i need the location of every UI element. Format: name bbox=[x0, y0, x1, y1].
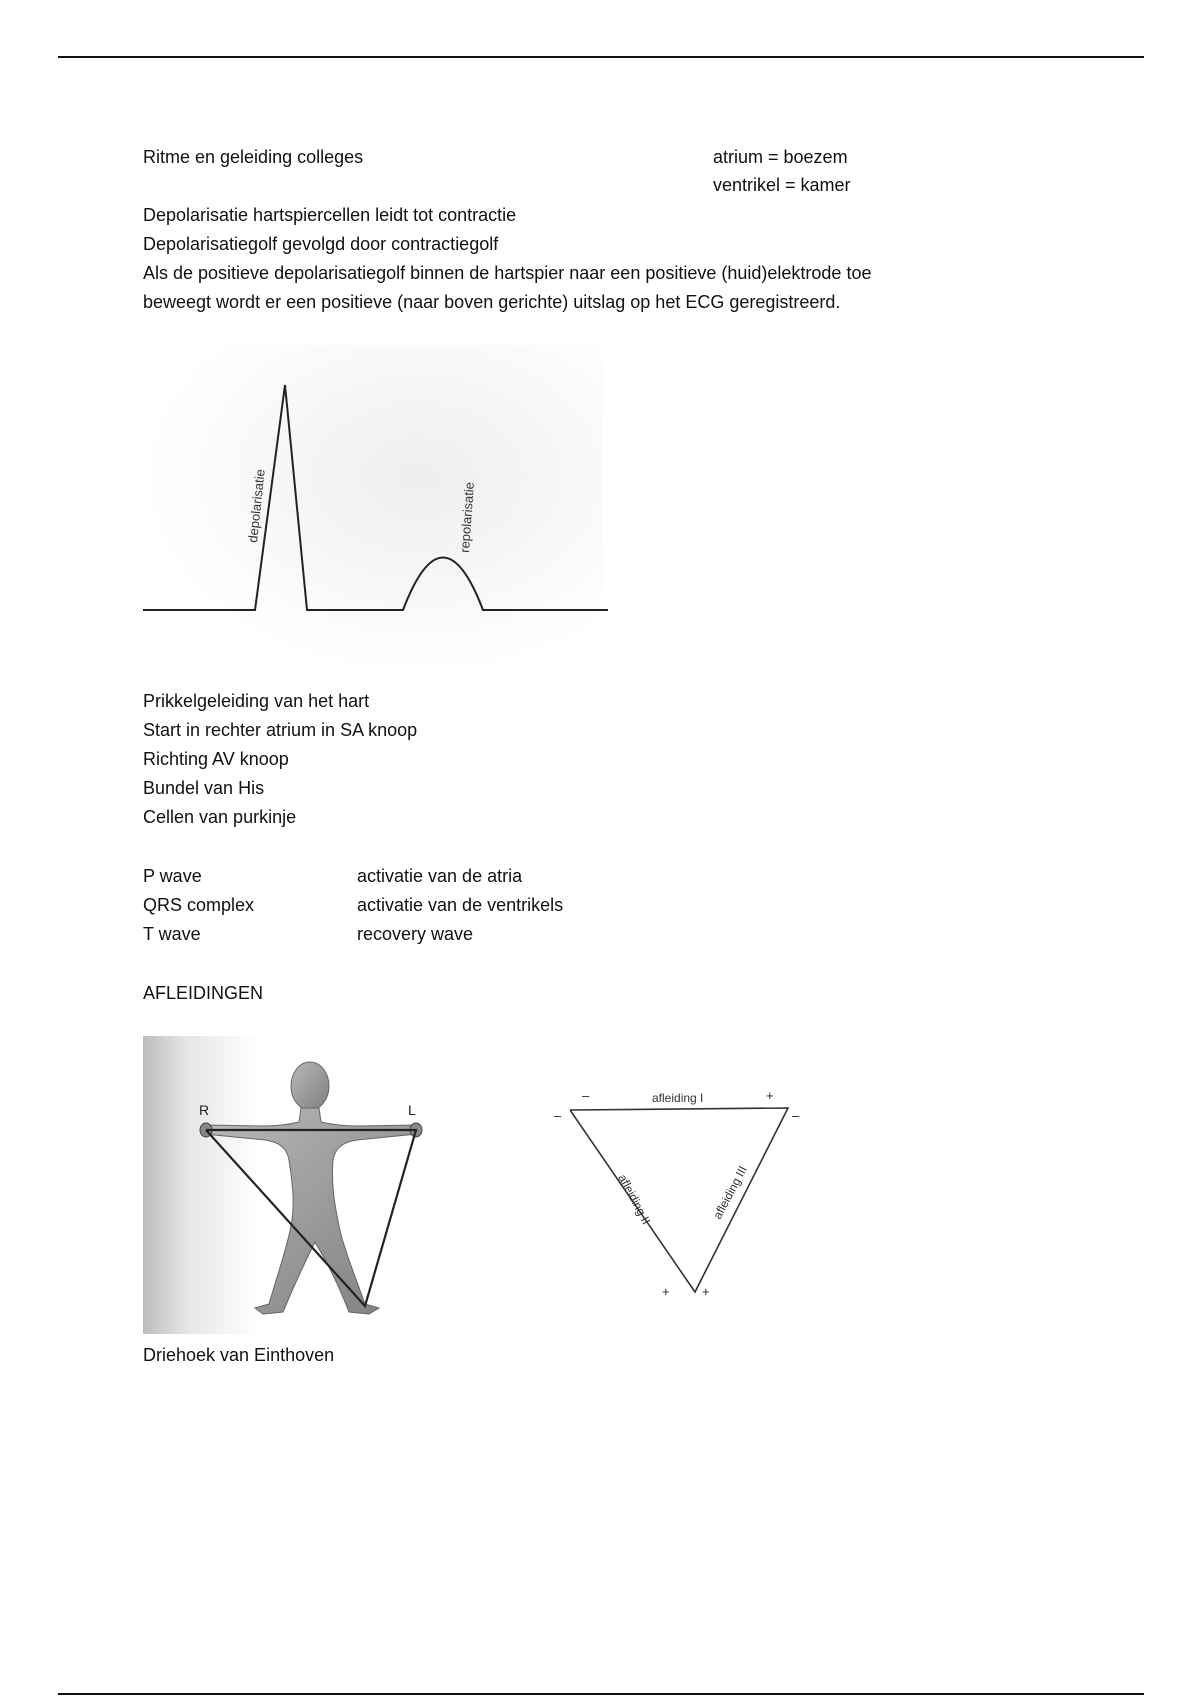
minus-left: – bbox=[554, 1108, 562, 1123]
top-rule bbox=[58, 56, 1144, 58]
intro-line-4: beweegt wordt er een positieve (naar boven gerichte) uitslag op het ECG geregistreerd. bbox=[143, 292, 841, 312]
bottom-rule bbox=[58, 1693, 1144, 1695]
right-label: R bbox=[199, 1102, 210, 1118]
ecg-waveform-figure bbox=[143, 345, 613, 680]
plus-bottom-left: + bbox=[662, 1284, 670, 1299]
depolarisation-label: depolarisatie bbox=[245, 468, 268, 544]
minus-right: – bbox=[792, 1108, 800, 1123]
page-heading: Ritme en geleiding colleges bbox=[143, 147, 364, 167]
conduction-line-1: Prikkelgeleiding van het hart bbox=[143, 691, 370, 711]
intro-line-2: Depolarisatiegolf gevolgd door contractiegolf bbox=[143, 234, 499, 254]
conduction-line-4: Bundel van His bbox=[143, 778, 265, 798]
figure-caption: Driehoek van Einthoven bbox=[143, 1345, 335, 1365]
wave-desc-t: recovery wave bbox=[357, 924, 474, 944]
wave-desc-p: activatie van de atria bbox=[357, 866, 523, 886]
intro-line-3: Als de positieve depolarisatiegolf binnen de hartspier naar een positieve (huid)elektrode toe bbox=[143, 263, 872, 283]
plus-bottom-right: + bbox=[702, 1284, 710, 1299]
ecg-figure-background bbox=[143, 345, 603, 675]
left-label: L bbox=[408, 1102, 416, 1118]
lead-3-label: afleiding III bbox=[710, 1163, 750, 1222]
glossary-ventrikel: ventrikel = kamer bbox=[713, 175, 851, 195]
wave-term-p: P wave bbox=[143, 866, 202, 886]
einthoven-triangle-figure bbox=[550, 1070, 830, 1310]
glossary-atrium: atrium = boezem bbox=[713, 147, 848, 167]
wave-term-qrs: QRS complex bbox=[143, 895, 255, 915]
repolarisation-label: repolarisatie bbox=[457, 481, 477, 554]
wave-term-t: T wave bbox=[143, 924, 201, 944]
plus-top-right: + bbox=[766, 1088, 774, 1103]
lead-2-label: afleiding II bbox=[615, 1171, 654, 1227]
section-title: AFLEIDINGEN bbox=[143, 983, 264, 1003]
conduction-line-5: Cellen van purkinje bbox=[143, 807, 297, 827]
minus-top-left: – bbox=[582, 1088, 590, 1103]
conduction-line-2: Start in rechter atrium in SA knoop bbox=[143, 720, 418, 740]
einthoven-body-figure bbox=[143, 1036, 443, 1336]
conduction-line-3: Richting AV knoop bbox=[143, 749, 289, 769]
intro-line-1: Depolarisatie hartspiercellen leidt tot contractie bbox=[143, 205, 517, 225]
lead-1-label: afleiding I bbox=[652, 1091, 704, 1105]
wave-desc-qrs: activatie van de ventrikels bbox=[357, 895, 564, 915]
triangle-lines bbox=[570, 1108, 788, 1292]
